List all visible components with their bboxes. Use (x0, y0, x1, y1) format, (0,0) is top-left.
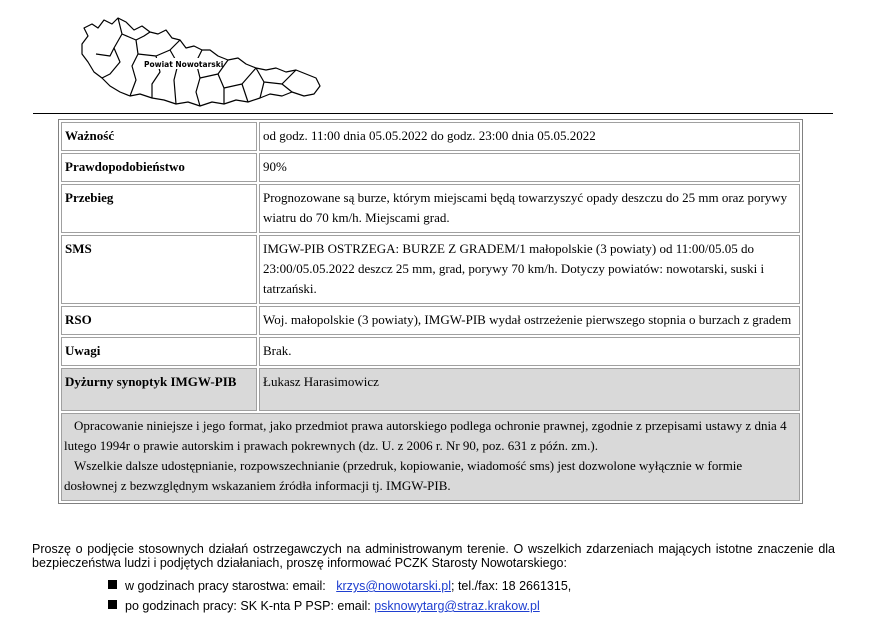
footer (32, 542, 835, 616)
row-value: IMGW-PIB OSTRZEGA: BURZE Z GRADEM/1 małopolskie (3 powiaty) od 11:00/05.05 do 23:00/05.05.2022 deszcz 25 mm, grad, porywy 70 km/h. Dotyczy powiatów: nowotarski, suski i tatrzański. (259, 235, 800, 304)
logo-text: Powiat Nowotarski (144, 60, 224, 69)
row-label: Przebieg (61, 184, 257, 233)
row-value: Prognozowane są burze, którym miejscami będą towarzyszyć opady deszczu do 25 mm oraz porywy wiatru do 70 km/h. Miejscami grad. (259, 184, 800, 233)
row-value: 90% (259, 153, 800, 182)
row-value: Brak. (259, 337, 800, 366)
table-row (61, 235, 800, 304)
row-value: Woj. małopolskie (3 powiaty), IMGW-PIB wydał ostrzeżenie pierwszego stopnia o burzach z gradem (259, 306, 800, 335)
copyright-note (61, 413, 800, 501)
contact-list (32, 576, 835, 616)
row-label: SMS (61, 235, 257, 304)
powiat-map-logo (78, 14, 323, 112)
table-row (61, 306, 800, 335)
warning-table (58, 119, 803, 504)
table-row (61, 337, 800, 366)
list-item (108, 576, 835, 596)
email-link[interactable]: krzys@nowotarski.pl (336, 579, 452, 593)
table-row (61, 153, 800, 182)
row-label: Ważność (61, 122, 257, 151)
row-value: Łukasz Harasimowicz (259, 368, 800, 411)
redistribution-text: Wszelkie dalsze udostępnianie, rozpowszechnianie (przedruk, kopiowanie, wiadomość sms) jest dozwolone wyłącznie w formie dosłownej z bezwzględnym wskazaniem źródła informacji tj. IMGW-PIB. (64, 458, 743, 493)
bullet-text: po godzinach pracy: SK K-nta P PSP: email: (125, 599, 375, 613)
bullet-text: w godzinach pracy starostwa: email: (125, 579, 326, 593)
list-item (108, 596, 835, 616)
row-value: od godz. 11:00 dnia 05.05.2022 do godz. 23:00 dnia 05.05.2022 (259, 122, 800, 151)
row-label: Prawdopodobieństwo (61, 153, 257, 182)
table-row (61, 184, 800, 233)
row-label: Uwagi (61, 337, 257, 366)
request-paragraph: Proszę o podjęcie stosownych działań ostrzegawczych na administrowanym terenie. O wszelkich zdarzeniach mających istotne znaczenie dla bezpieczeństwa ludzi i podjętych działaniach, proszę informować PCZK Starosty Nowotarskiego: (32, 542, 835, 570)
table-row (61, 368, 800, 411)
header-rule (33, 113, 833, 114)
bullet-square-icon (108, 580, 117, 589)
row-label: RSO (61, 306, 257, 335)
email-link[interactable]: psknowytarg@straz.krakow.pl (374, 599, 540, 613)
table-row (61, 122, 800, 151)
table-row (61, 413, 800, 501)
row-label: Dyżurny synoptyk IMGW-PIB (61, 368, 257, 411)
phone-text: ; tel./fax: 18 2661315, (451, 579, 572, 593)
copyright-text: Opracowanie niniejsze i jego format, jako przedmiot prawa autorskiego podlega ochronie prawnej, zgodnie z przepisami ustawy z dnia 4 lutego 1994r o prawie autorskim i prawach pokrewnych (dz. U. z 2006 r. Nr 90, poz. 631 z późn. zm.). (64, 418, 787, 453)
bullet-square-icon (108, 600, 117, 609)
